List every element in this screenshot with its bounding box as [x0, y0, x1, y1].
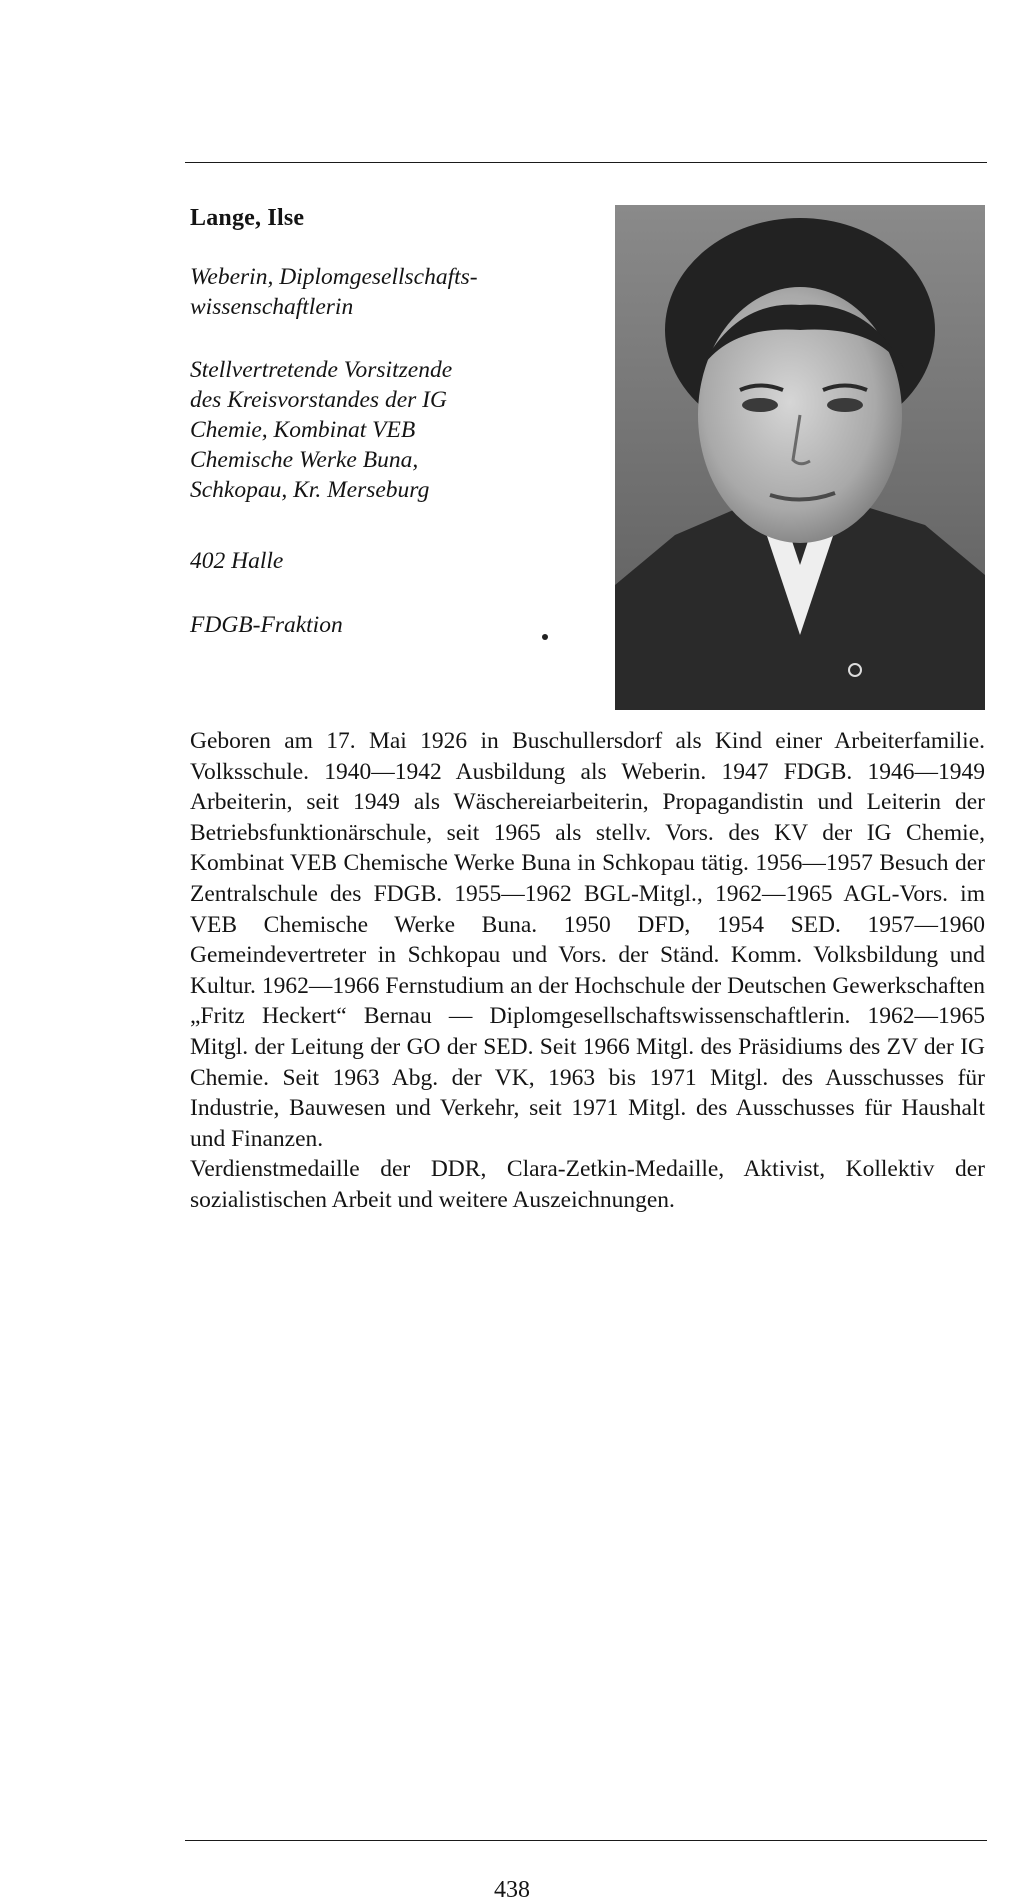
top-rule: [185, 162, 987, 163]
portrait-photo: [615, 205, 985, 710]
faction: FDGB-Fraktion: [190, 612, 343, 638]
position-line: Schkopau, Kr. Merseburg: [190, 477, 430, 503]
occupation-line: Weberin, Diplomgesellschafts-: [190, 264, 478, 290]
position: [190, 355, 590, 505]
person-name: Lange, Ilse: [190, 205, 305, 231]
biography-paragraph: Verdienstmedaille der DDR, Clara-Zetkin-Medaille, Aktivist, Kollektiv der sozialistischen Arbeit und weitere Auszeichnungen.: [190, 1156, 985, 1213]
position-line: Chemie, Kombinat VEB: [190, 417, 416, 443]
position-line: des Kreisvorstandes der IG: [190, 387, 447, 413]
address: 402 Halle: [190, 548, 284, 574]
biography: [190, 726, 985, 1216]
occupation: [190, 262, 590, 322]
portrait-photo-drawing: [615, 205, 985, 710]
bottom-rule: [185, 1840, 987, 1841]
biography-paragraph: Geboren am 17. Mai 1926 in Buschullersdorf als Kind einer Arbeiterfamilie. Volksschule. 1940—1942 Ausbildung als Weberin. 1947 FDGB. 1946—1949 Arbeiterin, seit 1949 als Wäschereiarbeiterin, Propagandistin und Leiterin der Betriebsfunktionärschule, seit 1965 als stellv. Vors. des KV der IG Chemie, Kombinat VEB Chemische Werke Buna in Schkopau tätig. 1956—1957 Besuch der Zentralschule des FDGB. 1955—1962 BGL-Mitgl., 1962—1965 AGL-Vors. im VEB Chemische Werke Buna. 1950 DFD, 1954 SED. 1957—1960 Gemeindevertreter in Schkopau und Vors. der Ständ. Komm. Volksbildung und Kultur. 1962—1966 Fernstudium an der Hochschule der Deutschen Gewerkschaften „Fritz Heckert“ Bernau — Diplomgesellschaftswissenschaftlerin. 1962—1965 Mitgl. der Leitung der GO der SED. Seit 1966 Mitgl. des Präsidiums des ZV der IG Chemie. Seit 1963 Abg. der VK, 1963 bis 1971 Mitgl. des Ausschusses für Industrie, Bauwesen und Verkehr, seit 1971 Mitgl. des Ausschusses für Haushalt und Finanzen.: [190, 728, 985, 1152]
page-number: 438: [494, 1877, 530, 1903]
bullet-mark: [542, 634, 548, 640]
occupation-line: wissenschaftlerin: [190, 294, 354, 320]
position-line: Chemische Werke Buna,: [190, 447, 419, 473]
position-line: Stellvertretende Vorsitzende: [190, 357, 453, 383]
